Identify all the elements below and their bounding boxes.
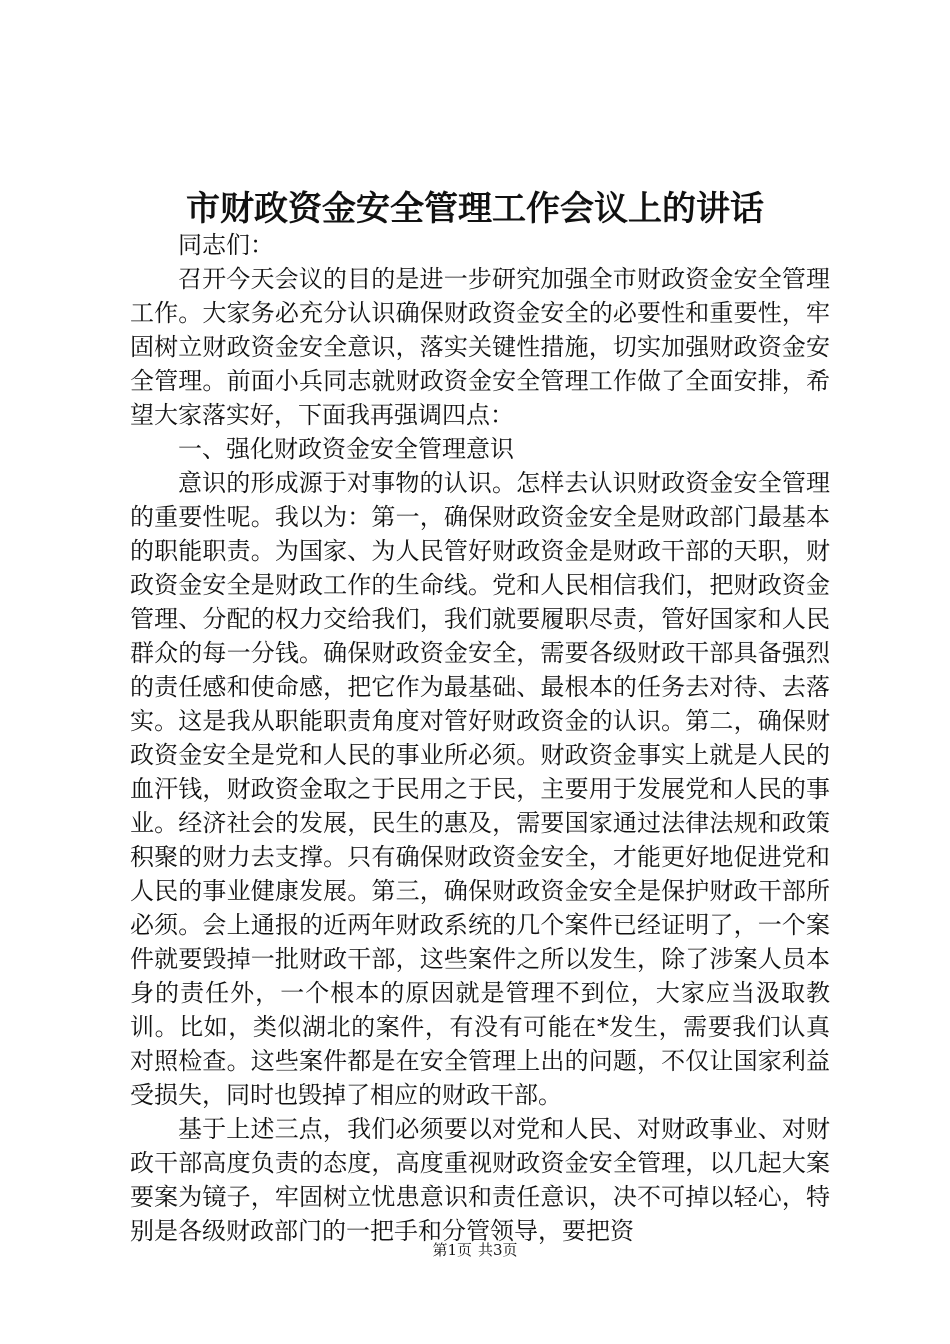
paragraph-awareness: 意识的形成源于对事物的认识。怎样去认识财政资金安全管理的重要性呢。我以为：第一，确保财政资金安全是财政部门最基本的职能职责。为国家、为人民管好财政资金是财政干部的天职，财政资金安全是财政工作的生命线。党和人民相信我们，把财政资金管理、分配的权力交给我们，我们就要履职尽责，管好国家和人民群众的每一分钱。确保财政资金安全，需要各级财政干部具备强烈的责任感和使命感，把它作为最基础、最根本的任务去对待、去落实。这是我从职能职责角度对管好财政资金的认识。第二，确保财政资金安全是党和人民的事业所必须。财政资金事实上就是人民的血汗钱，财政资金取之于民用之于民，主要用于发展党和人民的事业。经济社会的发展，民生的惠及，需要国家通过法律法规和政策积聚的财力去支撑。只有确保财政资金安全，才能更好地促进党和人民的事业健康发展。第三，确保财政资金安全是保护财政干部所必须。会上通报的近两年财政系统的几个案件已经证明了，一个案件就要毁掉一批财政干部，这些案件之所以发生，除了涉案人员本身的责任外，一个根本的原因就是管理不到位，大家应当汲取教训。比如，类似湖北的案件，有没有可能在*发生，需要我们认真对照检查。这些案件都是在安全管理上出的问题，不仅让国家利益受损失，同时也毁掉了相应的财政干部。 — [130, 469, 830, 1109]
paragraph-conclusion: 基于上述三点，我们必须要以对党和人民、对财政事业、对财政干部高度负责的态度，高度重视财政资金安全管理，以几起大案要案为镜子，牢固树立忧患意识和责任意识，决不可掉以轻心，特别是各级财政部门的一把手和分管领导，要把资 — [130, 1115, 830, 1245]
page-number: 第1页 — [432, 1241, 472, 1259]
section-heading-1: 一、强化财政资金安全管理意识 — [178, 435, 514, 463]
page-footer — [0, 1240, 950, 1260]
salutation: 同志们： — [178, 231, 274, 259]
page-total: 共3页 — [478, 1241, 518, 1259]
page-title: 市财政资金安全管理工作会议上的讲话 — [186, 189, 764, 229]
document-body — [130, 228, 830, 1248]
paragraph-intro: 召开今天会议的目的是进一步研究加强全市财政资金安全管理工作。大家务必充分认识确保财政资金安全的必要性和重要性，牢固树立财政资金安全意识，落实关键性措施，切实加强财政资金安全管理。前面小兵同志就财政资金安全管理工作做了全面安排，希望大家落实好，下面我再强调四点： — [130, 265, 830, 429]
